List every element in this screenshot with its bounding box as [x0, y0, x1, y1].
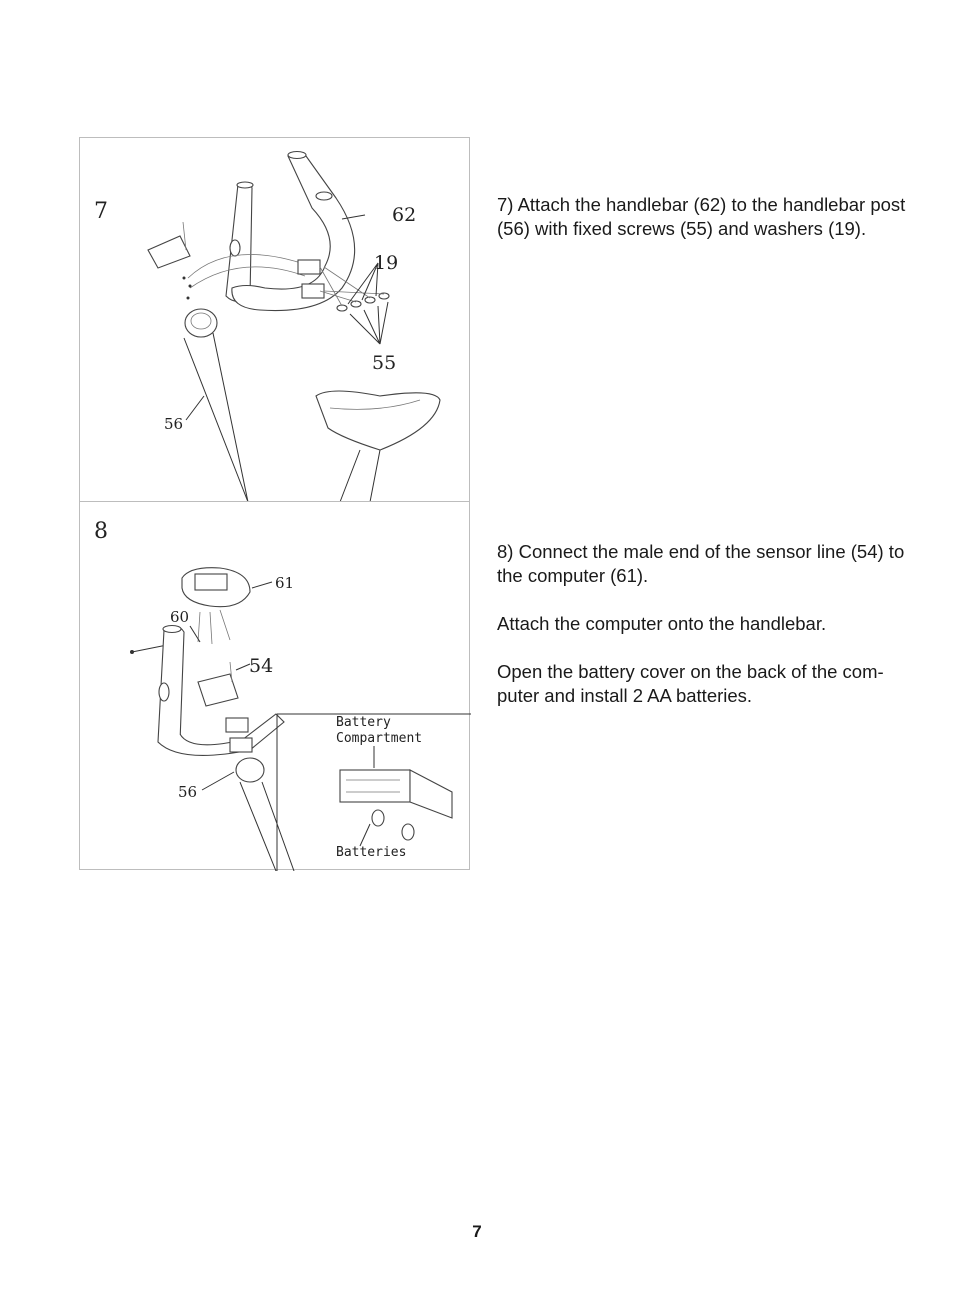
step-7-illustration — [79, 137, 470, 502]
post-hole-2 — [189, 285, 192, 288]
step-8-diagram — [80, 502, 471, 871]
page-number: 7 — [472, 1222, 482, 1241]
mount-plate-upper — [226, 718, 248, 732]
battery-cover — [410, 770, 452, 818]
callout-56: 56 — [178, 783, 198, 801]
leader-55 — [350, 302, 388, 344]
leader-56 — [186, 396, 204, 420]
computer-cables — [198, 610, 230, 644]
tube-top-opening — [237, 182, 253, 188]
callout-55: 55 — [372, 352, 397, 374]
battery-2 — [402, 824, 414, 840]
battery-1 — [372, 810, 384, 826]
step-7-number: 7 — [94, 199, 108, 224]
callout-61: 61 — [275, 574, 295, 592]
mount-plate-upper — [298, 260, 320, 274]
leader-54 — [236, 664, 250, 670]
callout-62: 62 — [392, 204, 417, 226]
tube-slot — [159, 683, 169, 701]
inset-label-batteries: Batteries — [336, 845, 407, 860]
cable-bracket — [148, 236, 190, 268]
step-8-illustration — [79, 501, 470, 870]
mount-plate-lower — [230, 738, 252, 752]
seat-post — [340, 450, 380, 502]
bolt-head — [130, 650, 134, 654]
tube-slot — [230, 240, 240, 256]
callout-56: 56 — [164, 415, 184, 433]
tube-end — [163, 626, 181, 633]
battery-tray — [340, 770, 410, 802]
inset-label-battery: Battery — [336, 715, 391, 730]
callout-54: 54 — [249, 655, 274, 677]
leader-56 — [202, 772, 234, 790]
leader-61 — [252, 582, 272, 588]
handlebar-opening — [316, 192, 332, 200]
leader-batteries — [360, 824, 370, 846]
callout-19: 19 — [374, 252, 399, 274]
callout-60: 60 — [170, 608, 190, 626]
post-hole-3 — [187, 297, 190, 300]
step-8-paragraph-1: 8) Connect the male end of the sensor line (54) to the computer (61). — [497, 541, 905, 586]
computer-display — [195, 574, 227, 590]
step-7-diagram — [80, 138, 471, 503]
post-hole-1 — [183, 277, 186, 280]
post-edges — [240, 782, 294, 871]
battery-inset — [277, 714, 471, 871]
post-left-edge — [184, 338, 248, 502]
inset-label-compartment: Compartment — [336, 731, 423, 746]
handlebar-end — [288, 152, 306, 159]
step-8-number: 8 — [94, 519, 108, 544]
seat — [316, 391, 440, 450]
post-right-edge — [213, 333, 248, 502]
step-8-paragraph-3: Open the battery cover on the back of the com- puter and install 2 AA batteries. — [497, 661, 884, 706]
step-7-paragraph: 7) Attach the handlebar (62) to the handlebar post (56) with fixed screws (55) and washers (19). — [497, 194, 906, 239]
adjustment-knob — [236, 758, 264, 782]
step-7-instructions — [497, 193, 927, 265]
step-8-paragraph-2: Attach the computer onto the handlebar. — [497, 613, 827, 634]
step-8-instructions — [497, 540, 927, 732]
